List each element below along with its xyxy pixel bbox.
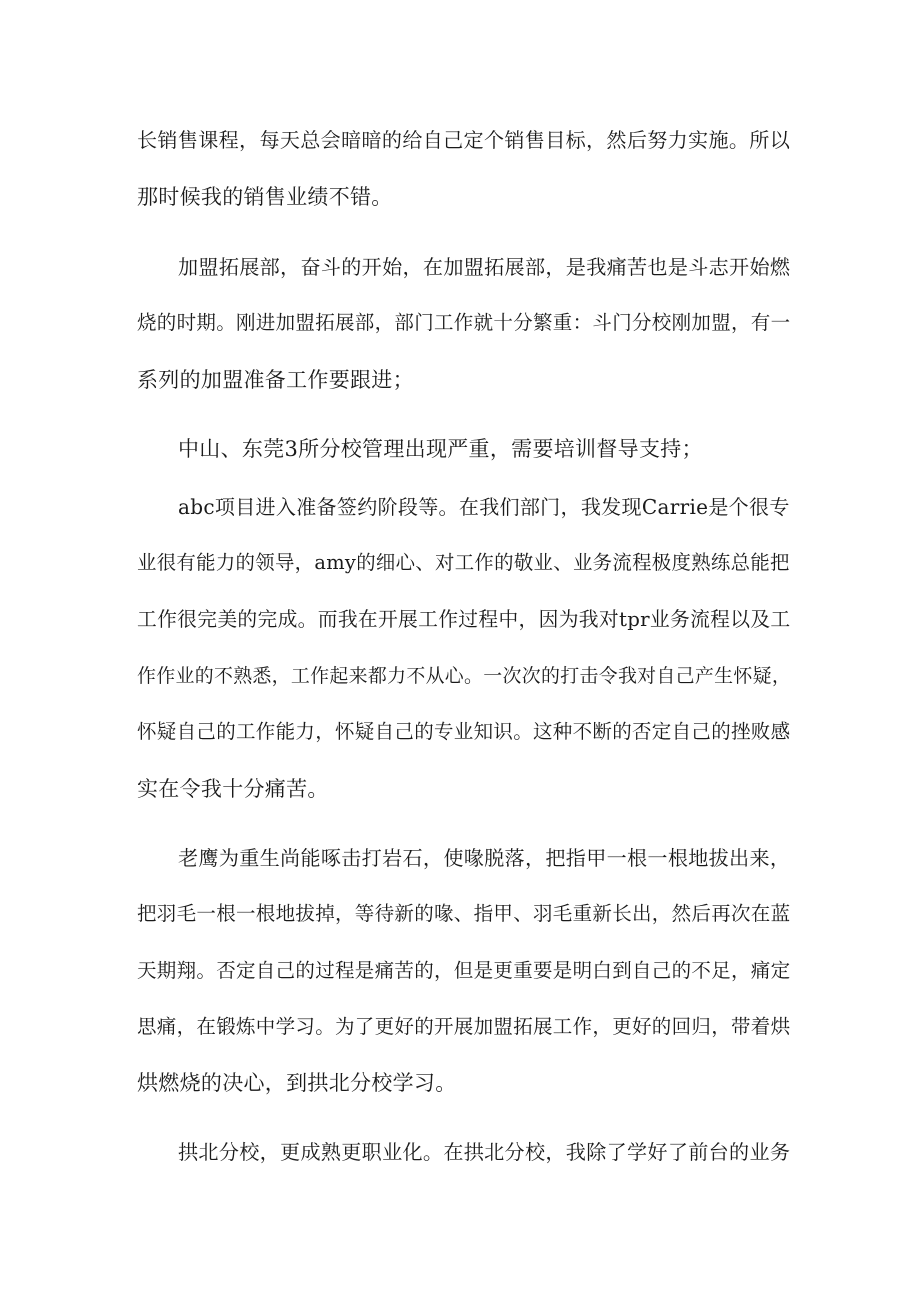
text-line: 工作很完美的完成。而我在开展工作过程中，因为我对tpr业务流程以及工 xyxy=(137,608,791,631)
text-line: 怀疑自己的工作能力，怀疑自己的专业知识。这种不断的否定自己的挫败感 xyxy=(137,720,791,743)
text-line: 烘燃烧的决心，到拱北分校学习。 xyxy=(137,1071,457,1095)
text-line: 天期翔。否定自己的过程是痛苦的，但是更重要是明白到自己的不足，痛定 xyxy=(137,959,791,982)
text-line: 系列的加盟准备工作要跟进； xyxy=(137,368,414,392)
text-line: 业很有能力的领导，amy的细心、对工作的敬业、业务流程极度熟练总能把 xyxy=(137,551,790,574)
text-line: abc项目进入准备签约阶段等。在我们部门，我发现Carrie是个很专 xyxy=(178,495,790,519)
text-line: 老鹰为重生尚能啄击打岩石，使喙脱落，把指甲一根一根地拔出来， xyxy=(178,846,791,870)
text-line: 作作业的不熟悉，工作起来都力不从心。一次次的打击令我对自己产生怀疑， xyxy=(137,665,792,687)
text-line: 拱北分校，更成熟更职业化。在拱北分校，我除了学好了前台的业务 xyxy=(178,1140,791,1164)
text-line: 那时候我的销售业绩不错。 xyxy=(137,185,393,209)
text-line: 把羽毛一根一根地拔掉，等待新的喙、指甲、羽毛重新长出，然后再次在蓝 xyxy=(137,902,791,925)
text-line: 实在令我十分痛苦。 xyxy=(137,777,329,801)
text-line: 长销售课程，每天总会暗暗的给自己定个销售目标，然后努力实施。所以 xyxy=(137,128,791,152)
text-line: 烧的时期。刚进加盟拓展部，部门工作就十分繁重：斗门分校刚加盟，有一 xyxy=(137,311,791,334)
text-line: 思痛，在锻炼中学习。为了更好的开展加盟拓展工作，更好的回归，带着烘 xyxy=(137,1015,791,1038)
text-line: 加盟拓展部，奋斗的开始，在加盟拓展部，是我痛苦也是斗志开始燃 xyxy=(178,255,791,279)
text-line: 中山、东莞3所分校管理出现严重，需要培训督导支持； xyxy=(178,437,703,461)
